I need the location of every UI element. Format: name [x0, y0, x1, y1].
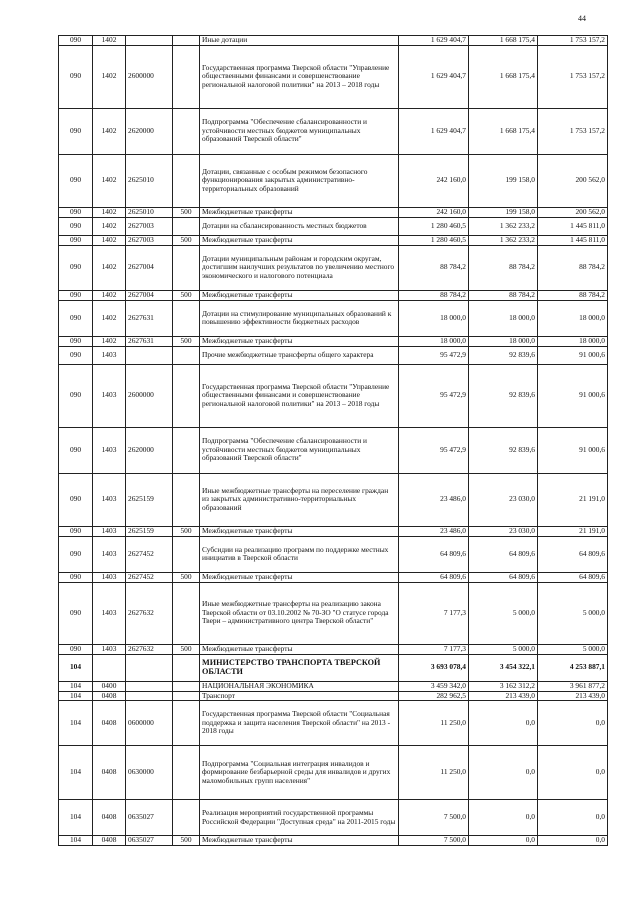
- table-row: [59, 746, 608, 800]
- article-code-cell: 2627631: [126, 336, 173, 346]
- amount-year-2-cell: 0,0: [469, 836, 538, 846]
- amount-year-3-cell: 91 000,6: [538, 427, 608, 473]
- table-row: [59, 108, 608, 154]
- admin-code-cell: 090: [59, 536, 93, 572]
- amount-year-1-cell: 11 250,0: [399, 746, 469, 800]
- item-name-cell: Межбюджетные трансферты: [200, 336, 399, 346]
- amount-year-1-cell: 3 459 342,0: [399, 681, 469, 691]
- amount-year-2-cell: 3 162 312,2: [469, 681, 538, 691]
- amount-year-1-cell: 1 280 460,5: [399, 217, 469, 235]
- section-code-cell: 1403: [93, 346, 126, 364]
- article-code-cell: 2627631: [126, 300, 173, 336]
- amount-year-1-cell: 11 250,0: [399, 701, 469, 746]
- amount-year-1-cell: 1 629 404,7: [399, 36, 469, 46]
- amount-year-1-cell: 18 000,0: [399, 300, 469, 336]
- amount-year-3-cell: 1 753 157,2: [538, 45, 608, 108]
- amount-year-2-cell: 1 668 175,4: [469, 36, 538, 46]
- amount-year-3-cell: 0,0: [538, 746, 608, 800]
- table-row: [59, 701, 608, 746]
- section-code-cell: 1402: [93, 336, 126, 346]
- table-row: [59, 691, 608, 701]
- admin-code-cell: 104: [59, 691, 93, 701]
- expense-type-cell: [173, 245, 200, 290]
- amount-year-1-cell: 23 486,0: [399, 473, 469, 526]
- admin-code-cell: 090: [59, 427, 93, 473]
- amount-year-1-cell: 88 784,2: [399, 290, 469, 300]
- section-code-cell: 1403: [93, 572, 126, 582]
- page-number: 44: [578, 14, 586, 23]
- table-row: [59, 36, 608, 46]
- section-code-cell: 1402: [93, 300, 126, 336]
- expense-type-cell: [173, 427, 200, 473]
- item-name-cell: Иные межбюджетные трансферты на переселение граждан из закрытых административно-территориальных образований: [200, 473, 399, 526]
- article-code-cell: 2620000: [126, 108, 173, 154]
- table-row: [59, 336, 608, 346]
- article-code-cell: 2627003: [126, 217, 173, 235]
- admin-code-cell: 104: [59, 746, 93, 800]
- amount-year-2-cell: 1 362 233,2: [469, 217, 538, 235]
- item-name-cell: Государственная программа Тверской области "Управление общественными финансами и совершенствование региональной налоговой политики" на 2013 – 2018 годы: [200, 364, 399, 427]
- item-name-cell: Дотации на сбалансированность местных бюджетов: [200, 217, 399, 235]
- amount-year-2-cell: 5 000,0: [469, 582, 538, 644]
- amount-year-3-cell: 64 809,6: [538, 572, 608, 582]
- admin-code-cell: 090: [59, 36, 93, 46]
- item-name-cell: Дотации на стимулирование муниципальных образований к повышению эффективности бюджетных расходов: [200, 300, 399, 336]
- table-row: [59, 681, 608, 691]
- table-row: [59, 572, 608, 582]
- item-name-cell: МИНИСТЕРСТВО ТРАНСПОРТА ТВЕРСКОЙ ОБЛАСТИ: [200, 654, 399, 681]
- item-name-cell: Подпрограмма "Обеспечение сбалансированности и устойчивости местных бюджетов муниципальных образований Тверской области": [200, 108, 399, 154]
- admin-code-cell: 090: [59, 572, 93, 582]
- table-row: [59, 364, 608, 427]
- amount-year-2-cell: 0,0: [469, 701, 538, 746]
- expense-type-cell: [173, 154, 200, 207]
- amount-year-3-cell: 1 445 811,0: [538, 235, 608, 245]
- amount-year-1-cell: 95 472,9: [399, 427, 469, 473]
- item-name-cell: Межбюджетные трансферты: [200, 836, 399, 846]
- amount-year-3-cell: 21 191,0: [538, 526, 608, 536]
- expense-type-cell: [173, 108, 200, 154]
- section-code-cell: 1402: [93, 45, 126, 108]
- amount-year-3-cell: 1 445 811,0: [538, 217, 608, 235]
- admin-code-cell: 090: [59, 336, 93, 346]
- amount-year-2-cell: 1 668 175,4: [469, 45, 538, 108]
- amount-year-2-cell: 213 439,0: [469, 691, 538, 701]
- amount-year-2-cell: 1 362 233,2: [469, 235, 538, 245]
- article-code-cell: [126, 346, 173, 364]
- expense-type-cell: [173, 582, 200, 644]
- amount-year-3-cell: 5 000,0: [538, 644, 608, 654]
- article-code-cell: 0630000: [126, 746, 173, 800]
- section-code-cell: 1402: [93, 290, 126, 300]
- item-name-cell: НАЦИОНАЛЬНАЯ ЭКОНОМИКА: [200, 681, 399, 691]
- table-row: [59, 473, 608, 526]
- expense-type-cell: [173, 300, 200, 336]
- table-row: [59, 154, 608, 207]
- amount-year-3-cell: 1 753 157,2: [538, 36, 608, 46]
- section-code-cell: 1402: [93, 245, 126, 290]
- section-code-cell: 1403: [93, 526, 126, 536]
- amount-year-1-cell: 64 809,6: [399, 536, 469, 572]
- item-name-cell: Прочие межбюджетные трансферты общего характера: [200, 346, 399, 364]
- table-row: [59, 207, 608, 217]
- admin-code-cell: 090: [59, 290, 93, 300]
- admin-code-cell: 104: [59, 836, 93, 846]
- expense-type-cell: [173, 217, 200, 235]
- amount-year-1-cell: 7 177,3: [399, 644, 469, 654]
- item-name-cell: Межбюджетные трансферты: [200, 235, 399, 245]
- table-row: [59, 300, 608, 336]
- admin-code-cell: 090: [59, 45, 93, 108]
- amount-year-2-cell: 23 030,0: [469, 526, 538, 536]
- amount-year-3-cell: 18 000,0: [538, 300, 608, 336]
- amount-year-1-cell: 242 160,0: [399, 207, 469, 217]
- expense-type-cell: [173, 36, 200, 46]
- amount-year-2-cell: 1 668 175,4: [469, 108, 538, 154]
- section-code-cell: [93, 654, 126, 681]
- table-row: [59, 654, 608, 681]
- item-name-cell: Иные дотации: [200, 36, 399, 46]
- admin-code-cell: 090: [59, 644, 93, 654]
- expense-type-cell: [173, 45, 200, 108]
- amount-year-2-cell: 92 839,6: [469, 346, 538, 364]
- article-code-cell: [126, 654, 173, 681]
- amount-year-3-cell: 4 253 887,1: [538, 654, 608, 681]
- expense-type-cell: 500: [173, 836, 200, 846]
- section-code-cell: 1402: [93, 217, 126, 235]
- article-code-cell: 2627632: [126, 644, 173, 654]
- article-code-cell: 2627004: [126, 245, 173, 290]
- table-row: [59, 836, 608, 846]
- table-body: [59, 36, 608, 846]
- table-row: [59, 644, 608, 654]
- section-code-cell: 1403: [93, 536, 126, 572]
- item-name-cell: Межбюджетные трансферты: [200, 290, 399, 300]
- amount-year-1-cell: 1 629 404,7: [399, 45, 469, 108]
- section-code-cell: 1402: [93, 154, 126, 207]
- article-code-cell: 2627003: [126, 235, 173, 245]
- item-name-cell: Межбюджетные трансферты: [200, 526, 399, 536]
- amount-year-2-cell: 18 000,0: [469, 336, 538, 346]
- article-code-cell: [126, 36, 173, 46]
- expense-type-cell: [173, 691, 200, 701]
- article-code-cell: 2625159: [126, 473, 173, 526]
- amount-year-2-cell: 199 158,0: [469, 154, 538, 207]
- amount-year-1-cell: 18 000,0: [399, 336, 469, 346]
- expense-type-cell: [173, 364, 200, 427]
- amount-year-1-cell: 64 809,6: [399, 572, 469, 582]
- amount-year-2-cell: 64 809,6: [469, 572, 538, 582]
- expense-type-cell: [173, 800, 200, 836]
- amount-year-3-cell: 1 753 157,2: [538, 108, 608, 154]
- article-code-cell: 2600000: [126, 45, 173, 108]
- section-code-cell: 0408: [93, 701, 126, 746]
- admin-code-cell: 090: [59, 235, 93, 245]
- section-code-cell: 0408: [93, 691, 126, 701]
- amount-year-3-cell: 88 784,2: [538, 245, 608, 290]
- amount-year-2-cell: 23 030,0: [469, 473, 538, 526]
- expense-type-cell: 500: [173, 572, 200, 582]
- amount-year-1-cell: 1 280 460,5: [399, 235, 469, 245]
- amount-year-3-cell: 91 000,6: [538, 346, 608, 364]
- amount-year-1-cell: 7 500,0: [399, 836, 469, 846]
- expense-type-cell: [173, 536, 200, 572]
- section-code-cell: 0408: [93, 836, 126, 846]
- section-code-cell: 1403: [93, 427, 126, 473]
- admin-code-cell: 090: [59, 364, 93, 427]
- section-code-cell: 1402: [93, 108, 126, 154]
- item-name-cell: Реализация мероприятий государственной программы Российской Федерации "Доступная среда" на 2011-2015 годы: [200, 800, 399, 836]
- amount-year-3-cell: 200 562,0: [538, 207, 608, 217]
- admin-code-cell: 104: [59, 654, 93, 681]
- amount-year-2-cell: 5 000,0: [469, 644, 538, 654]
- admin-code-cell: 090: [59, 108, 93, 154]
- table-row: [59, 217, 608, 235]
- amount-year-1-cell: 3 693 078,4: [399, 654, 469, 681]
- table-row: [59, 536, 608, 572]
- expense-type-cell: [173, 681, 200, 691]
- amount-year-3-cell: 5 000,0: [538, 582, 608, 644]
- amount-year-2-cell: 88 784,2: [469, 290, 538, 300]
- amount-year-3-cell: 88 784,2: [538, 290, 608, 300]
- section-code-cell: 0408: [93, 746, 126, 800]
- article-code-cell: 0635027: [126, 800, 173, 836]
- amount-year-2-cell: 92 839,6: [469, 364, 538, 427]
- article-code-cell: 2627452: [126, 572, 173, 582]
- amount-year-2-cell: 199 158,0: [469, 207, 538, 217]
- amount-year-2-cell: 18 000,0: [469, 300, 538, 336]
- amount-year-1-cell: 7 500,0: [399, 800, 469, 836]
- budget-table: [58, 35, 608, 846]
- section-code-cell: 1402: [93, 235, 126, 245]
- admin-code-cell: 090: [59, 582, 93, 644]
- section-code-cell: 1402: [93, 36, 126, 46]
- admin-code-cell: 090: [59, 207, 93, 217]
- article-code-cell: 2627004: [126, 290, 173, 300]
- expense-type-cell: 500: [173, 235, 200, 245]
- item-name-cell: Иные межбюджетные трансферты на реализацию закона Тверской области от 03.10.2002 № 70-ЗО "О статусе города Твери – административного центра Тверской области": [200, 582, 399, 644]
- expense-type-cell: 500: [173, 336, 200, 346]
- admin-code-cell: 090: [59, 154, 93, 207]
- amount-year-3-cell: 213 439,0: [538, 691, 608, 701]
- amount-year-1-cell: 88 784,2: [399, 245, 469, 290]
- admin-code-cell: 090: [59, 300, 93, 336]
- admin-code-cell: 090: [59, 346, 93, 364]
- amount-year-1-cell: 23 486,0: [399, 526, 469, 536]
- item-name-cell: Государственная программа Тверской области "Социальная поддержка и защита населения Тверской области" на 2013 - 2018 годы: [200, 701, 399, 746]
- table-row: [59, 582, 608, 644]
- table-row: [59, 290, 608, 300]
- admin-code-cell: 104: [59, 800, 93, 836]
- expense-type-cell: 500: [173, 644, 200, 654]
- item-name-cell: Подпрограмма "Социальная интеграция инвалидов и формирование безбарьерной среды для инвалидов и других маломобильных групп населения": [200, 746, 399, 800]
- amount-year-1-cell: 282 962,5: [399, 691, 469, 701]
- item-name-cell: Подпрограмма "Обеспечение сбалансированности и устойчивости местных бюджетов муниципальных образований Тверской области": [200, 427, 399, 473]
- expense-type-cell: [173, 473, 200, 526]
- article-code-cell: 2600000: [126, 364, 173, 427]
- item-name-cell: Государственная программа Тверской области "Управление общественными финансами и совершенствование региональной налоговой политики" на 2013 – 2018 годы: [200, 45, 399, 108]
- amount-year-3-cell: 0,0: [538, 701, 608, 746]
- amount-year-3-cell: 64 809,6: [538, 536, 608, 572]
- amount-year-1-cell: 95 472,9: [399, 364, 469, 427]
- article-code-cell: 2627452: [126, 536, 173, 572]
- section-code-cell: 0400: [93, 681, 126, 691]
- amount-year-2-cell: 92 839,6: [469, 427, 538, 473]
- amount-year-3-cell: 18 000,0: [538, 336, 608, 346]
- item-name-cell: Транспорт: [200, 691, 399, 701]
- expense-type-cell: [173, 746, 200, 800]
- admin-code-cell: 090: [59, 526, 93, 536]
- amount-year-3-cell: 0,0: [538, 800, 608, 836]
- amount-year-3-cell: 3 961 877,2: [538, 681, 608, 691]
- admin-code-cell: 090: [59, 217, 93, 235]
- amount-year-3-cell: 200 562,0: [538, 154, 608, 207]
- amount-year-3-cell: 21 191,0: [538, 473, 608, 526]
- item-name-cell: Субсидии на реализацию программ по поддержке местных инициатив в Тверской области: [200, 536, 399, 572]
- article-code-cell: 0600000: [126, 701, 173, 746]
- article-code-cell: 0635027: [126, 836, 173, 846]
- table-row: [59, 346, 608, 364]
- article-code-cell: 2625159: [126, 526, 173, 536]
- amount-year-1-cell: 1 629 404,7: [399, 108, 469, 154]
- article-code-cell: 2625010: [126, 154, 173, 207]
- expense-type-cell: 500: [173, 207, 200, 217]
- amount-year-1-cell: 242 160,0: [399, 154, 469, 207]
- section-code-cell: 0408: [93, 800, 126, 836]
- amount-year-2-cell: 3 454 322,1: [469, 654, 538, 681]
- item-name-cell: Межбюджетные трансферты: [200, 644, 399, 654]
- amount-year-3-cell: 91 000,6: [538, 364, 608, 427]
- amount-year-2-cell: 88 784,2: [469, 245, 538, 290]
- expense-type-cell: [173, 701, 200, 746]
- amount-year-2-cell: 0,0: [469, 746, 538, 800]
- table-row: [59, 800, 608, 836]
- table-row: [59, 45, 608, 108]
- section-code-cell: 1403: [93, 582, 126, 644]
- article-code-cell: 2627632: [126, 582, 173, 644]
- expense-type-cell: [173, 654, 200, 681]
- amount-year-1-cell: 7 177,3: [399, 582, 469, 644]
- article-code-cell: 2625010: [126, 207, 173, 217]
- admin-code-cell: 090: [59, 245, 93, 290]
- article-code-cell: [126, 681, 173, 691]
- table-row: [59, 526, 608, 536]
- amount-year-1-cell: 95 472,9: [399, 346, 469, 364]
- item-name-cell: Межбюджетные трансферты: [200, 207, 399, 217]
- table-row: [59, 235, 608, 245]
- article-code-cell: [126, 691, 173, 701]
- admin-code-cell: 090: [59, 473, 93, 526]
- section-code-cell: 1402: [93, 207, 126, 217]
- amount-year-3-cell: 0,0: [538, 836, 608, 846]
- expense-type-cell: 500: [173, 290, 200, 300]
- amount-year-2-cell: 64 809,6: [469, 536, 538, 572]
- amount-year-2-cell: 0,0: [469, 800, 538, 836]
- section-code-cell: 1403: [93, 364, 126, 427]
- table-row: [59, 427, 608, 473]
- item-name-cell: Дотации муниципальным районам и городским округам, достигшим наилучших результатов по увеличению местного экономического и налогового потенциала: [200, 245, 399, 290]
- admin-code-cell: 104: [59, 701, 93, 746]
- item-name-cell: Межбюджетные трансферты: [200, 572, 399, 582]
- item-name-cell: Дотации, связанные с особым режимом безопасного функционирования закрытых административно-территориальных образований: [200, 154, 399, 207]
- section-code-cell: 1403: [93, 473, 126, 526]
- section-code-cell: 1403: [93, 644, 126, 654]
- expense-type-cell: 500: [173, 526, 200, 536]
- table-row: [59, 245, 608, 290]
- expense-type-cell: [173, 346, 200, 364]
- article-code-cell: 2620000: [126, 427, 173, 473]
- admin-code-cell: 104: [59, 681, 93, 691]
